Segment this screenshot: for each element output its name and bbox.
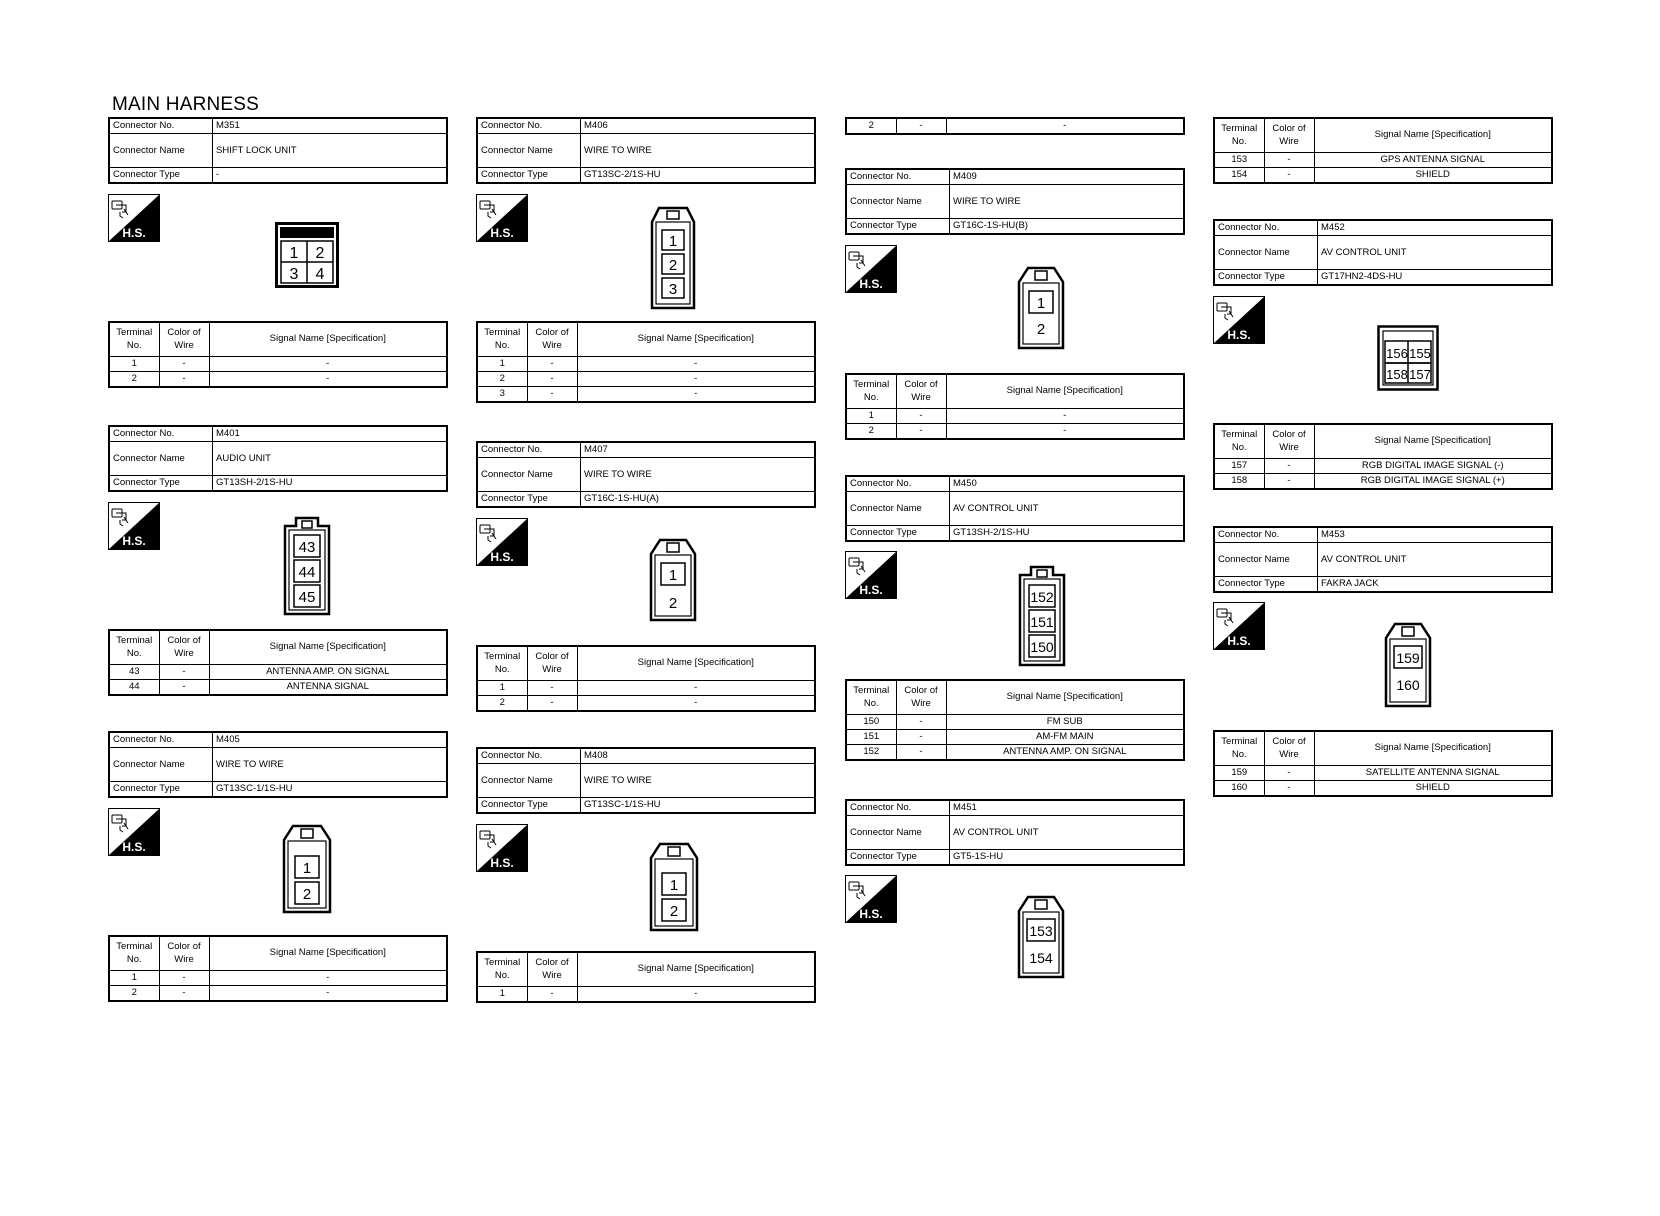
table-cell: - <box>946 409 1184 424</box>
table-row <box>109 971 447 986</box>
table-cell: Connector Name <box>477 458 581 492</box>
table-row <box>109 372 447 388</box>
connector-m406-diagram <box>649 206 697 310</box>
table-cell: Connector No. <box>846 476 950 492</box>
table-cell: ANTENNA SIGNAL <box>209 680 447 696</box>
connector-name: AUDIO UNIT <box>213 442 448 476</box>
table-cell: - <box>209 357 447 372</box>
connector-no: M409 <box>950 169 1185 185</box>
connector-m351-info <box>108 117 448 184</box>
pin-label: 153 <box>1029 923 1053 939</box>
pin-label: H.S. <box>490 550 514 564</box>
table-cell: - <box>527 387 577 403</box>
connector-m409-diagram <box>1016 266 1066 350</box>
connector-m409-info <box>845 168 1185 235</box>
table-cell: Terminal No. <box>846 374 896 409</box>
table-cell: Terminal No. <box>109 936 159 971</box>
table-cell: SHIELD <box>1314 168 1552 184</box>
connector-no: M453 <box>1318 527 1553 543</box>
table-cell: 159 <box>1214 766 1264 781</box>
table-cell: Terminal No. <box>477 322 527 357</box>
table-cell: Connector Name <box>109 748 213 782</box>
table-cell: Terminal No. <box>846 680 896 715</box>
table-cell: 3 <box>477 387 527 403</box>
table-cell: 151 <box>846 730 896 745</box>
table-cell: 1 <box>477 987 527 1003</box>
table-row <box>109 665 447 680</box>
pin-label: 157 <box>1409 367 1431 382</box>
connector-type: GT16C-1S-HU(A) <box>581 492 816 508</box>
label: Connector No. <box>109 118 213 134</box>
table-cell: Connector No. <box>477 442 581 458</box>
pin: 1 <box>289 245 299 262</box>
table-cell: - <box>577 681 815 696</box>
pin-label: 155 <box>1409 346 1431 361</box>
connector-m401-diagram <box>282 516 332 616</box>
connector-m405-info <box>108 731 448 798</box>
pin-label: 158 <box>1386 367 1408 382</box>
connector-name: WIRE TO WIRE <box>213 748 448 782</box>
table-cell: ANTENNA AMP. ON SIGNAL <box>946 745 1184 761</box>
connector-m406-terminals <box>476 321 816 403</box>
table-cell: 153 <box>1214 153 1264 168</box>
connector-m450-info <box>845 475 1185 542</box>
table-cell: - <box>527 681 577 696</box>
hs-badge-icon <box>476 518 528 566</box>
pin-label: H.S. <box>859 277 883 291</box>
table-cell: Signal Name [Specification] <box>1314 118 1552 153</box>
connector-m451-info <box>845 799 1185 866</box>
table-cell: Signal Name [Specification] <box>209 630 447 665</box>
table-row <box>846 730 1184 745</box>
table-cell: 1 <box>846 409 896 424</box>
table-cell: Connector Type <box>846 526 950 542</box>
table-cell: 1 <box>109 357 159 372</box>
connector-m401-info <box>108 425 448 492</box>
table-cell: - <box>159 372 209 388</box>
hs-badge-icon <box>108 194 160 242</box>
hs-badge-icon <box>476 194 528 242</box>
connector-name: WIRE TO WIRE <box>581 458 816 492</box>
table-row <box>846 715 1184 730</box>
pin-label: 45 <box>298 589 316 606</box>
table-cell: - <box>209 372 447 388</box>
connector-type: GT13SC-1/1S-HU <box>213 782 448 798</box>
table-cell: Color of Wire <box>159 936 209 971</box>
table-cell: 2 <box>846 118 896 134</box>
table-cell: Color of Wire <box>1264 424 1314 459</box>
connector-m407-info <box>476 441 816 508</box>
table-cell: 157 <box>1214 459 1264 474</box>
pin-label: H.S. <box>859 583 883 597</box>
connector-m401-terminals <box>108 629 448 696</box>
table-cell: - <box>159 986 209 1002</box>
table-cell: Terminal No. <box>1214 424 1264 459</box>
table-cell: Signal Name [Specification] <box>577 952 815 987</box>
table-row <box>846 745 1184 761</box>
pin-label: H.S. <box>1227 634 1251 648</box>
header-signal: Signal Name [Specification] <box>209 322 447 357</box>
pin-label: H.S. <box>122 840 146 854</box>
table-cell: GPS ANTENNA SIGNAL <box>1314 153 1552 168</box>
table-cell: 1 <box>477 357 527 372</box>
pin-label: 1 <box>668 233 678 250</box>
pin-label: 1 <box>669 877 679 894</box>
table-cell: ANTENNA AMP. ON SIGNAL <box>209 665 447 680</box>
connector-no: M407 <box>581 442 816 458</box>
hs-badge-icon <box>1213 296 1265 344</box>
connector-name: AV CONTROL UNIT <box>950 816 1185 850</box>
table-cell: - <box>159 357 209 372</box>
hs-badge-icon <box>108 502 160 550</box>
connector-m450-diagram <box>1017 565 1067 667</box>
table-cell: - <box>159 971 209 986</box>
table-cell: 1 <box>477 681 527 696</box>
pin-label: 2 <box>1036 321 1046 338</box>
connector-no: M408 <box>581 748 816 764</box>
table-row <box>477 681 815 696</box>
connector-name: AV CONTROL UNIT <box>1318 543 1553 577</box>
table-cell: - <box>527 987 577 1003</box>
connector-m351-terminals <box>108 321 448 388</box>
table-cell: - <box>896 730 946 745</box>
table-row <box>109 680 447 696</box>
pin-label: H.S. <box>859 907 883 921</box>
table-cell: Terminal No. <box>477 952 527 987</box>
table-cell: Connector Name <box>846 185 950 219</box>
connector-type: GT13SC-2/1S-HU <box>581 168 816 184</box>
pin-label: 151 <box>1030 614 1054 630</box>
hs-badge-icon <box>845 551 897 599</box>
table-cell: - <box>1264 781 1314 797</box>
table-cell: 2 <box>109 372 159 388</box>
table-cell: Connector Type <box>477 168 581 184</box>
table-cell: - <box>159 665 209 680</box>
pin-label: 1 <box>668 567 678 584</box>
table-cell: - <box>577 372 815 387</box>
table-cell: - <box>1264 766 1314 781</box>
table-cell: - <box>896 745 946 761</box>
connector-m453-info <box>1213 526 1553 593</box>
table-cell: Terminal No. <box>109 630 159 665</box>
connector-name: AV CONTROL UNIT <box>950 492 1185 526</box>
header-terminal: Terminal No. <box>109 322 159 357</box>
table-row <box>1214 474 1552 490</box>
table-cell: Color of Wire <box>896 680 946 715</box>
table-cell: Terminal No. <box>477 646 527 681</box>
table-row <box>1214 459 1552 474</box>
hs-badge-icon <box>1213 602 1265 650</box>
pin-label: 2 <box>668 257 678 274</box>
table-cell: Connector No. <box>1214 527 1318 543</box>
connector-type: GT17HN2-4DS-HU <box>1318 270 1553 286</box>
table-cell: Connector Type <box>109 782 213 798</box>
connector-type: - <box>213 168 448 184</box>
pin-label: H.S. <box>490 856 514 870</box>
table-cell: FM SUB <box>946 715 1184 730</box>
table-row <box>846 424 1184 440</box>
table-cell: Connector Name <box>477 764 581 798</box>
table-cell: - <box>896 715 946 730</box>
connector-m405-diagram <box>281 824 333 914</box>
table-cell: 1 <box>109 971 159 986</box>
table-row <box>1214 153 1552 168</box>
connector-no: M351 <box>213 118 448 134</box>
table-cell: Connector Type <box>477 798 581 814</box>
connector-name: AV CONTROL UNIT <box>1318 236 1553 270</box>
table-cell: - <box>1264 153 1314 168</box>
table-cell: Connector No. <box>109 426 213 442</box>
table-cell: Color of Wire <box>527 322 577 357</box>
connector-m408-terminals <box>476 951 816 1003</box>
pin-label: 150 <box>1030 639 1054 655</box>
table-cell: Color of Wire <box>896 374 946 409</box>
table-cell: Connector No. <box>846 800 950 816</box>
table-row <box>1214 766 1552 781</box>
table-row <box>1214 168 1552 184</box>
table-cell: Signal Name [Specification] <box>577 646 815 681</box>
table-cell: Signal Name [Specification] <box>577 322 815 357</box>
connector-m351-diagram <box>275 222 339 288</box>
table-cell: Connector Name <box>477 134 581 168</box>
table-cell: - <box>577 696 815 712</box>
connector-m407-diagram <box>648 538 698 622</box>
table-cell: Connector No. <box>846 169 950 185</box>
pin: 4 <box>315 266 325 283</box>
table-cell: Color of Wire <box>527 646 577 681</box>
connector-name: SHIFT LOCK UNIT <box>213 134 448 168</box>
connector-m408-diagram <box>648 842 700 932</box>
pin-label: 154 <box>1029 950 1053 966</box>
table-cell: - <box>577 987 815 1003</box>
table-row <box>109 986 447 1002</box>
table-cell: Connector No. <box>1214 220 1318 236</box>
table-cell: Connector Name <box>1214 543 1318 577</box>
connector-m406-info <box>476 117 816 184</box>
connector-type: FAKRA JACK <box>1318 577 1553 593</box>
connector-m453-diagram <box>1383 622 1433 708</box>
table-cell: Signal Name [Specification] <box>1314 424 1552 459</box>
table-cell: - <box>896 424 946 440</box>
table-cell: Connector Type <box>846 850 950 866</box>
table-row <box>477 696 815 712</box>
header-color: Color of Wire <box>159 322 209 357</box>
pin-label: 160 <box>1396 677 1420 693</box>
table-cell: - <box>527 372 577 387</box>
pin-label: 43 <box>298 539 316 556</box>
connector-no: M405 <box>213 732 448 748</box>
pin-label: 3 <box>668 281 678 298</box>
table-cell: 2 <box>846 424 896 440</box>
table-cell: RGB DIGITAL IMAGE SIGNAL (+) <box>1314 474 1552 490</box>
table-cell: Signal Name [Specification] <box>209 936 447 971</box>
table-cell: RGB DIGITAL IMAGE SIGNAL (-) <box>1314 459 1552 474</box>
table-cell: Color of Wire <box>159 630 209 665</box>
pin-label: H.S. <box>1227 328 1251 342</box>
connector-m451-terminals-continued <box>1213 117 1553 184</box>
connector-type: GT5-1S-HU <box>950 850 1185 866</box>
table-cell: Terminal No. <box>1214 731 1264 766</box>
pin: 3 <box>289 266 299 283</box>
table-cell: 150 <box>846 715 896 730</box>
table-cell: Connector Type <box>1214 270 1318 286</box>
connector-no: M452 <box>1318 220 1553 236</box>
connector-no: M450 <box>950 476 1185 492</box>
connector-m407-terminals <box>476 645 816 712</box>
connector-m452-info <box>1213 219 1553 286</box>
label: Connector Type <box>109 168 213 184</box>
connector-m405-terminals <box>108 935 448 1002</box>
table-cell: 43 <box>109 665 159 680</box>
table-row <box>846 409 1184 424</box>
table-cell: - <box>209 986 447 1002</box>
table-cell: 44 <box>109 680 159 696</box>
table-cell: SHIELD <box>1314 781 1552 797</box>
table-cell: Signal Name [Specification] <box>1314 731 1552 766</box>
table-cell: Connector Name <box>1214 236 1318 270</box>
pin-label: 44 <box>298 564 316 581</box>
hs-badge-icon <box>476 824 528 872</box>
connector-m453-terminals <box>1213 730 1553 797</box>
table-cell: 158 <box>1214 474 1264 490</box>
connector-type: GT16C-1S-HU(B) <box>950 219 1185 235</box>
table-cell: Connector Name <box>846 492 950 526</box>
table-cell: 2 <box>477 372 527 387</box>
table-row <box>477 357 815 372</box>
table-cell: Connector No. <box>109 732 213 748</box>
table-cell: 160 <box>1214 781 1264 797</box>
table-cell: - <box>946 424 1184 440</box>
pin: 2 <box>315 245 325 262</box>
table-cell: Connector Name <box>109 442 213 476</box>
pin-label: 152 <box>1030 589 1054 605</box>
hs-badge-icon <box>108 808 160 856</box>
pin-label: 1 <box>302 860 312 877</box>
connector-m452-terminals <box>1213 423 1553 490</box>
hs-badge-label: H.S. <box>122 226 146 240</box>
table-row <box>846 118 1184 134</box>
table-cell: AM-FM MAIN <box>946 730 1184 745</box>
table-row <box>477 387 815 403</box>
table-cell: - <box>577 357 815 372</box>
table-cell: Connector Type <box>1214 577 1318 593</box>
table-cell: Connector Type <box>109 476 213 492</box>
table-cell: Signal Name [Specification] <box>946 680 1184 715</box>
connector-name: WIRE TO WIRE <box>950 185 1185 219</box>
table-cell: Signal Name [Specification] <box>946 374 1184 409</box>
connector-name: WIRE TO WIRE <box>581 764 816 798</box>
table-cell: 2 <box>109 986 159 1002</box>
table-cell: 154 <box>1214 168 1264 184</box>
table-cell: - <box>896 409 946 424</box>
pin-label: 1 <box>1036 295 1046 312</box>
table-cell: - <box>209 971 447 986</box>
pin-label: 2 <box>302 886 312 903</box>
table-cell: Terminal No. <box>1214 118 1264 153</box>
table-row <box>477 987 815 1003</box>
hs-badge-icon <box>845 875 897 923</box>
connector-type: GT13SH-2/1S-HU <box>213 476 448 492</box>
pin-label: 159 <box>1396 650 1420 666</box>
pin-label: H.S. <box>490 226 514 240</box>
connector-m408-terminals-continued <box>845 117 1185 135</box>
hs-badge-icon <box>845 245 897 293</box>
connector-m409-terminals <box>845 373 1185 440</box>
connector-m408-info <box>476 747 816 814</box>
pin-label: 156 <box>1386 346 1408 361</box>
table-row <box>109 357 447 372</box>
table-cell: Connector Type <box>846 219 950 235</box>
table-cell: - <box>577 387 815 403</box>
connector-m451-diagram <box>1016 895 1066 979</box>
table-cell: - <box>527 357 577 372</box>
connector-no: M451 <box>950 800 1185 816</box>
connector-no: M401 <box>213 426 448 442</box>
connector-m452-diagram <box>1377 325 1439 391</box>
table-cell: 2 <box>477 696 527 712</box>
table-cell: - <box>896 118 946 134</box>
table-cell: Color of Wire <box>1264 118 1314 153</box>
table-cell: SATELLITE ANTENNA SIGNAL <box>1314 766 1552 781</box>
table-cell: - <box>946 118 1184 134</box>
table-row <box>477 372 815 387</box>
connector-m450-terminals <box>845 679 1185 761</box>
table-cell: Connector Type <box>477 492 581 508</box>
table-cell: Connector Name <box>846 816 950 850</box>
page-title: MAIN HARNESS <box>112 94 260 115</box>
table-cell: - <box>1264 459 1314 474</box>
connector-type: GT13SC-1/1S-HU <box>581 798 816 814</box>
connector-no: M406 <box>581 118 816 134</box>
table-cell: Connector No. <box>477 748 581 764</box>
pin-label: 2 <box>669 903 679 920</box>
table-cell: Color of Wire <box>1264 731 1314 766</box>
pin-label: 2 <box>668 595 678 612</box>
connector-name: WIRE TO WIRE <box>581 134 816 168</box>
table-cell: Connector No. <box>477 118 581 134</box>
table-cell: 152 <box>846 745 896 761</box>
table-cell: Color of Wire <box>527 952 577 987</box>
table-row <box>1214 781 1552 797</box>
pin-label: H.S. <box>122 534 146 548</box>
table-cell: - <box>1264 474 1314 490</box>
table-cell: - <box>1264 168 1314 184</box>
table-cell: - <box>159 680 209 696</box>
connector-type: GT13SH-2/1S-HU <box>950 526 1185 542</box>
table-cell: - <box>527 696 577 712</box>
label: Connector Name <box>109 134 213 168</box>
